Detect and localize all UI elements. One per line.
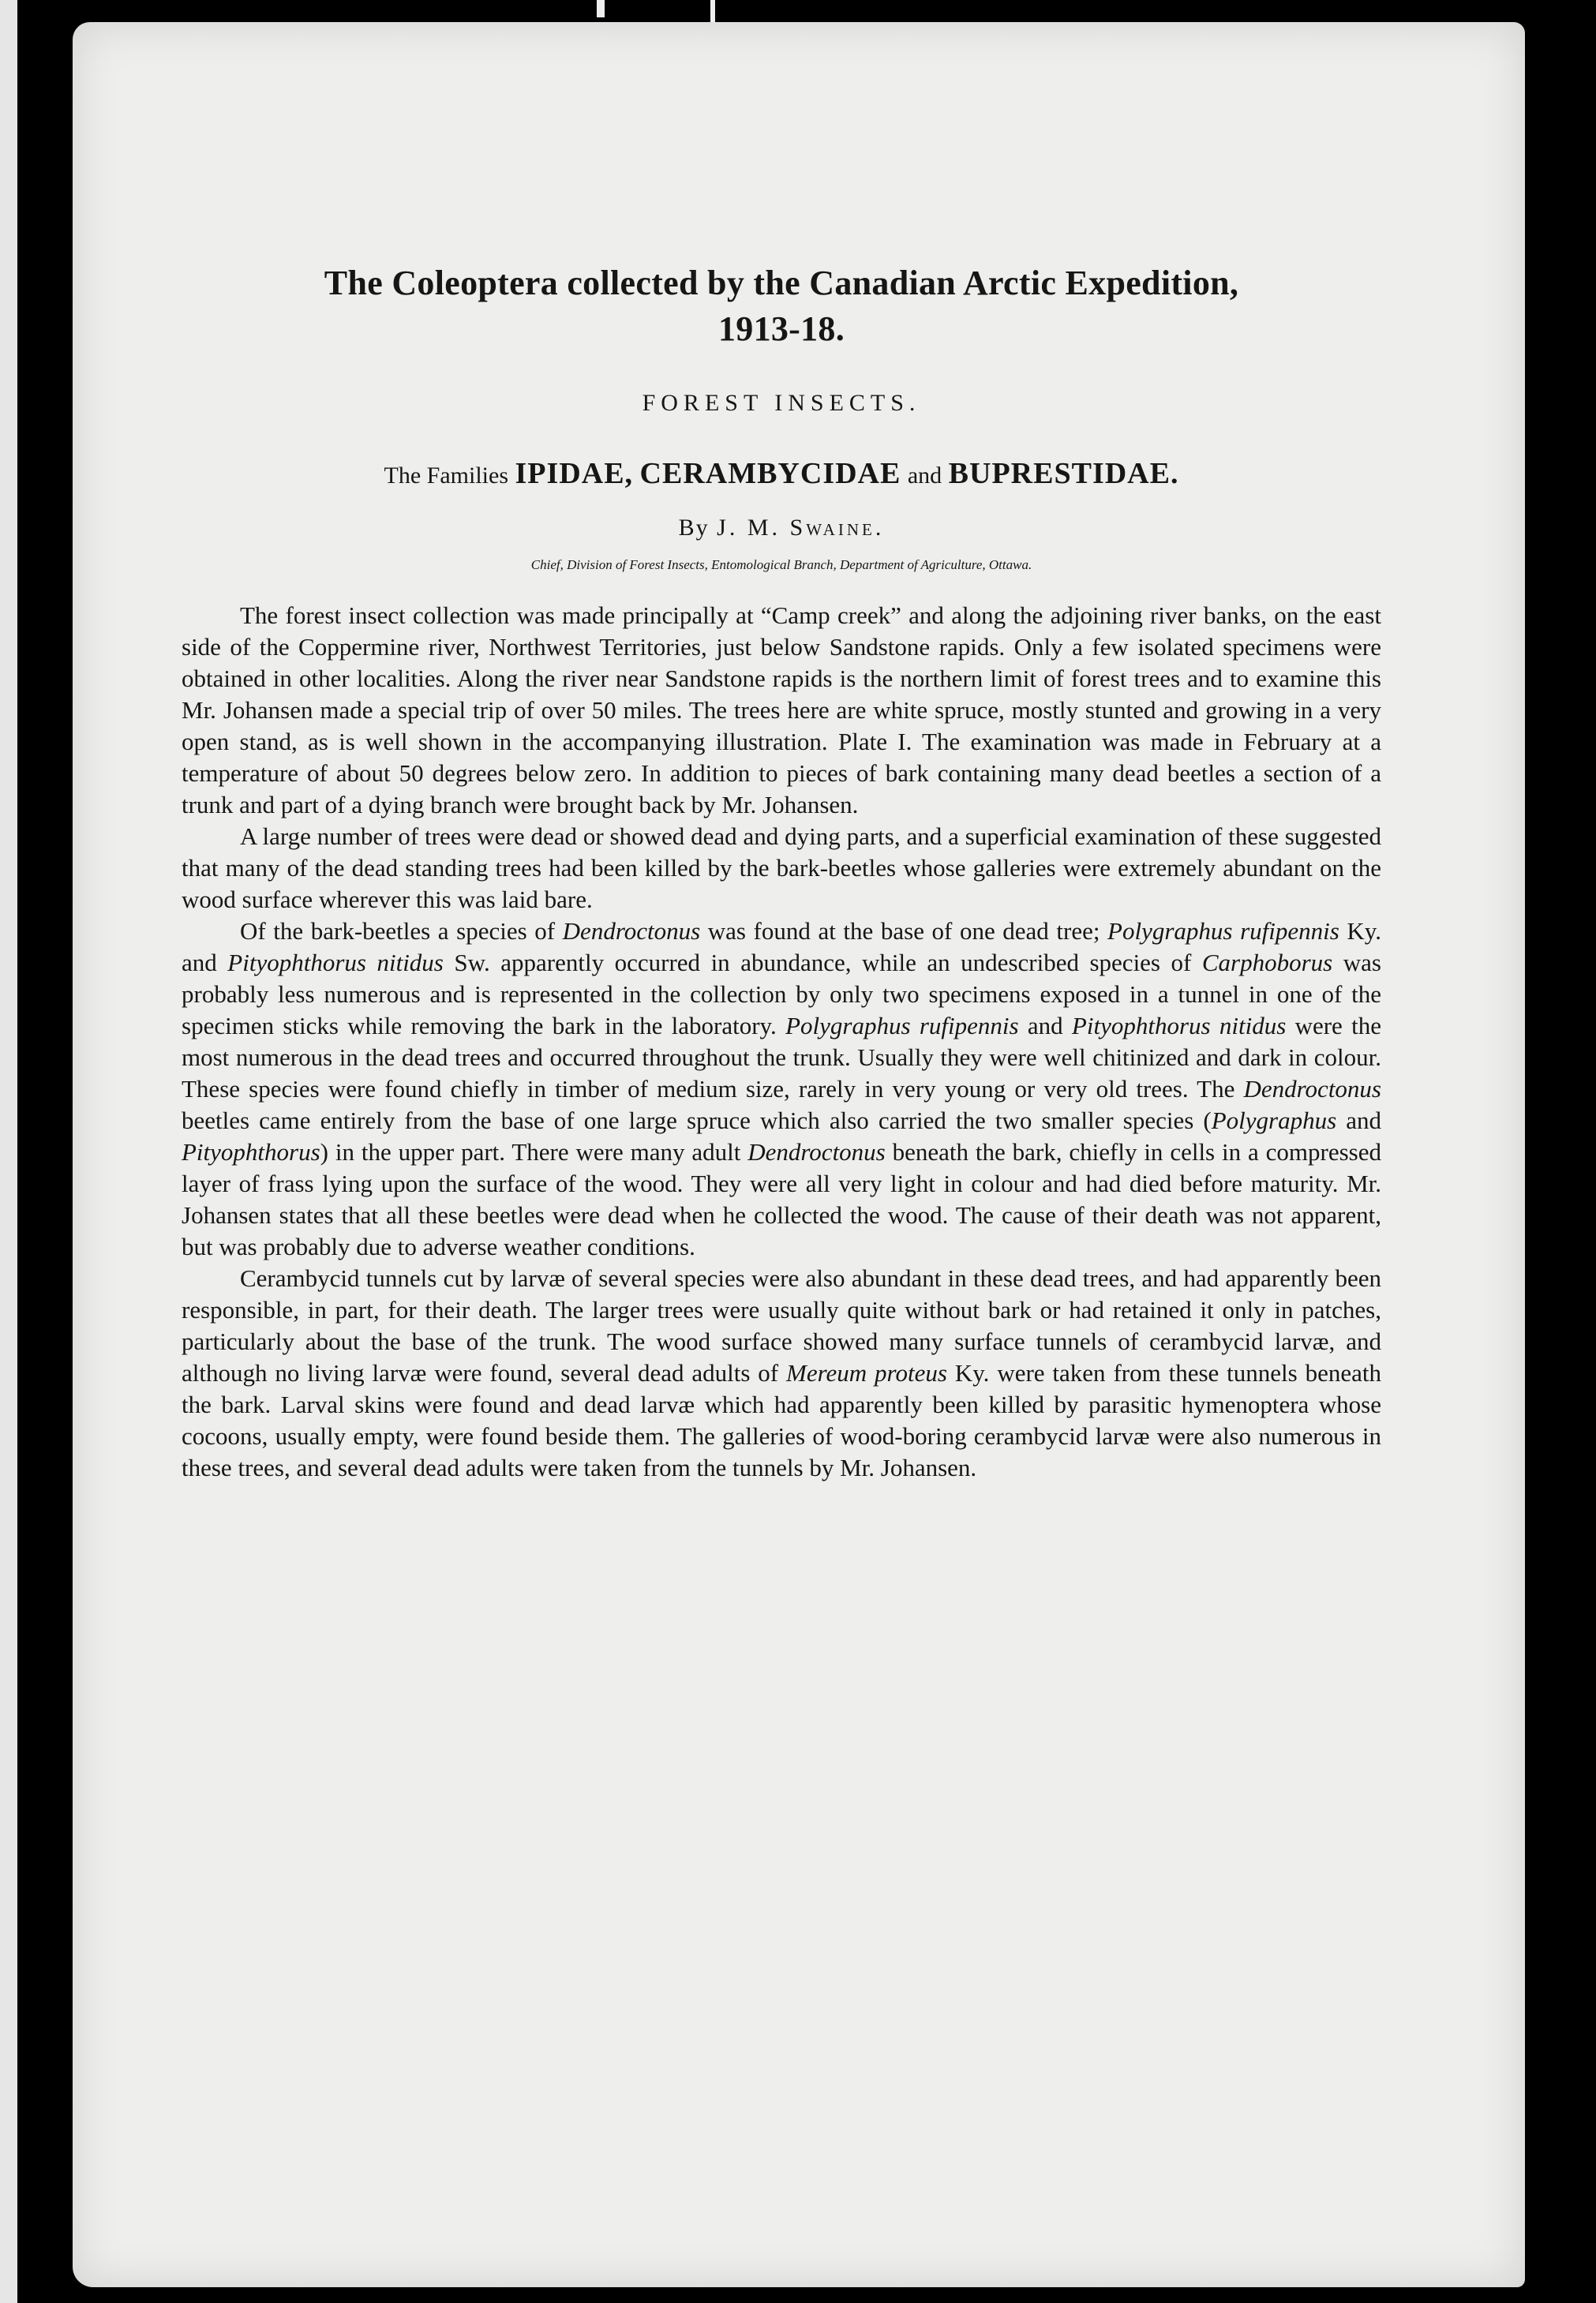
species-name: Dendroctonus xyxy=(747,1138,886,1166)
species-name: Mereum proteus xyxy=(786,1359,947,1387)
species-name: Polygraphus rufipennis xyxy=(1107,917,1339,945)
species-name: Carphoborus xyxy=(1201,949,1333,976)
author-name: J. M. Swaine. xyxy=(717,515,885,541)
family-cerambycidae: CERAMBYCIDAE xyxy=(639,457,901,490)
scan-speck xyxy=(710,0,715,24)
species-name: Pityophthorus xyxy=(182,1138,320,1166)
author-line xyxy=(182,515,1381,541)
text-run: ) in the upper part. There were many adult xyxy=(320,1138,748,1166)
species-name: Dendroctonus xyxy=(562,917,701,945)
species-name: Polygraphus xyxy=(1211,1107,1337,1134)
text-run: and xyxy=(1018,1012,1072,1039)
page-title xyxy=(182,260,1381,352)
scan-speck xyxy=(597,0,605,17)
species-name: Dendroctonus xyxy=(1243,1075,1381,1103)
text-run: Ky. and xyxy=(182,917,1382,976)
paragraph-4 xyxy=(182,1263,1381,1484)
text-run: was found at the base of one dead tree; xyxy=(700,917,1108,945)
text-run: and xyxy=(1336,1107,1381,1134)
paragraph-2: A large number of trees were dead or showed dead and dying parts, and a superficial examination of these suggested that many of the dead standing trees had been killed by the bark-beetles whose galleries were extremely abundant on the wood surface wherever this was laid bare. xyxy=(182,822,1381,913)
scan-border xyxy=(0,0,17,2303)
text-run: Ky. were taken from these tunnels beneath the bark. Larval skins were found and dead larvæ which had apparently been killed by parasitic hymenoptera whose cocoons, usually empty, were found beside them. The galleries of wood-boring cerambycid larvæ were also numerous in these trees, and several dead adults were taken from the tunnels by Mr. Johansen. xyxy=(182,1359,1381,1481)
text-run: beetles came entirely from the base of one large spruce which also carried the two smaller species ( xyxy=(182,1107,1212,1134)
family-buprestidae: BUPRESTIDAE. xyxy=(948,457,1179,490)
paragraph-1: The forest insect collection was made principally at “Camp creek” and along the adjoining river banks, on the east side of the Coppermine river, Northwest Territories, just below Sandstone rapids. Only a few isolated specimens were obtained in other localities. Along the river near Sandstone rapids is the northern limit of forest trees and to examine this Mr. Johansen made a special trip of over 50 miles. The trees here are white spruce, mostly stunted and growing in a very open stand, as is well shown in the accompanying illustration. Plate I. The examination was made in February at a temperature of about 50 degrees below zero. In addition to pieces of bark containing many dead beetles a section of a trunk and part of a dying branch were brought back by Mr. Johansen. xyxy=(182,601,1381,818)
text-run: Cerambycid tunnels cut by larvæ of several species were also abundant in these dead trees, and had apparently been responsible, in part, for their death. The larger trees were usually quite without bark or had retained it only in patches, particularly about the base of the trunk. The wood surface showed many surface tunnels of cerambycid larvæ, and although no living larvæ were found, several dead adults of xyxy=(182,1264,1381,1387)
families-heading xyxy=(182,456,1381,491)
section-heading: FOREST INSECTS. xyxy=(642,390,921,416)
text-run: Of the bark-beetles a species of xyxy=(240,917,563,945)
title-line-1: The Coleoptera collected by the Canadian Arctic Expedition, xyxy=(324,264,1239,302)
paragraph-3 xyxy=(182,916,1381,1263)
family-ipidae: IPIDAE, xyxy=(515,457,634,490)
document-content xyxy=(182,260,1381,1484)
species-name: Pityophthorus nitidus xyxy=(227,949,444,976)
title-line-2: 1913-18. xyxy=(717,309,845,348)
text-run: was probably less numerous and is represented in the collection by only two specimens exposed in a tunnel in one of the specimen sticks while removing the bark in the laboratory. xyxy=(182,949,1381,1039)
families-conjunction: and xyxy=(907,462,942,489)
species-name: Polygraphus rufipennis xyxy=(785,1012,1019,1039)
families-prefix: The Families xyxy=(384,462,509,489)
text-run: beneath the bark, chiefly in cells in a compressed layer of frass lying upon the surface of the wood. They were all very light in colour and had died before maturity. Mr. Johansen states that all these beetles were dead when he collected the wood. The cause of their death was not apparent, but was probably due to adverse weather conditions. xyxy=(182,1138,1381,1260)
article-body xyxy=(182,600,1381,1484)
author-by: By xyxy=(678,515,710,541)
author-affiliation: Chief, Division of Forest Insects, Entomological Branch, Department of Agriculture, Ottawa. xyxy=(530,557,1032,572)
species-name: Pityophthorus nitidus xyxy=(1071,1012,1287,1039)
text-run: were the most numerous in the dead trees and occurred throughout the trunk. Usually they were well chitinized and dark in colour. These species were found chiefly in timber of medium size, rarely in very young or very old trees. The xyxy=(182,1012,1381,1103)
text-run: Sw. apparently occurred in abundance, while an undescribed species of xyxy=(443,949,1202,976)
